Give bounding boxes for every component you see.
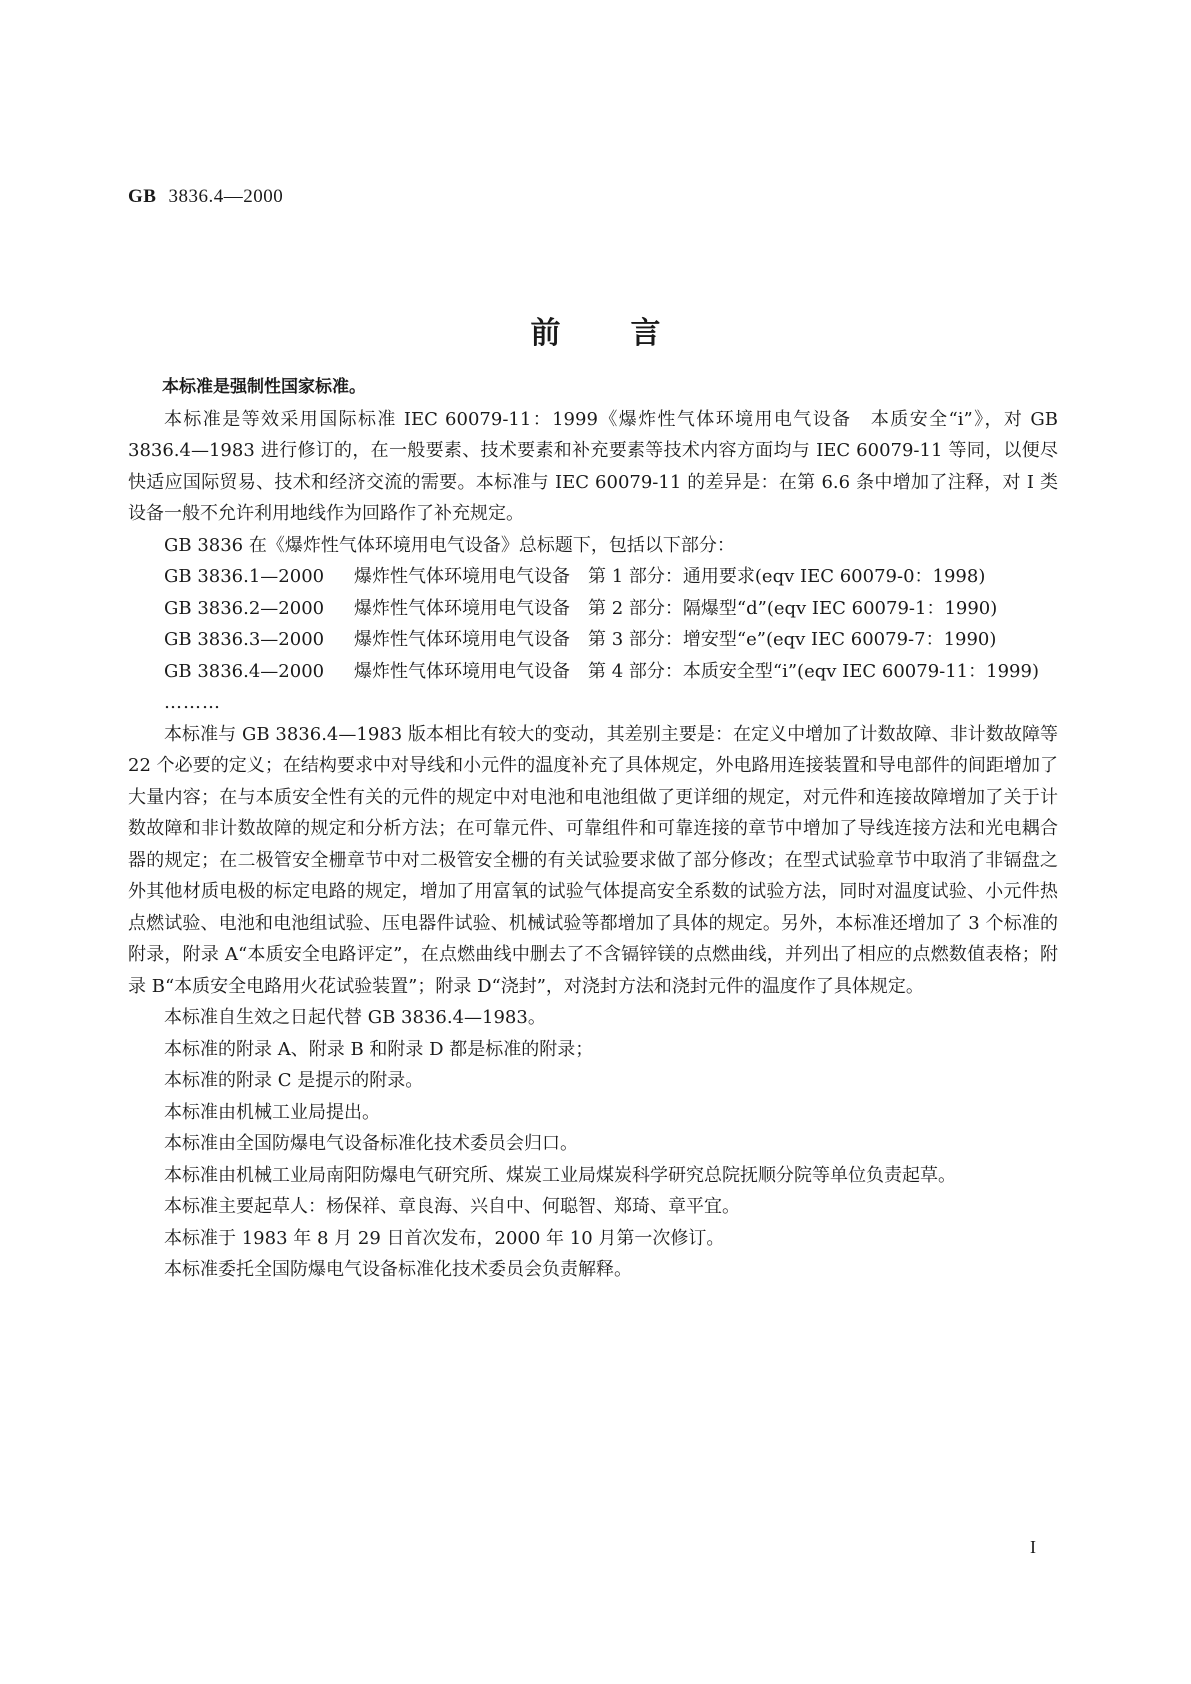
series-intro: GB 3836 在《爆炸性气体环境用电气设备》总标题下，包括以下部分： bbox=[164, 534, 735, 556]
list-item bbox=[128, 624, 1058, 656]
standard-prefix: GB bbox=[128, 186, 157, 207]
part-code: GB 3836.4—2000 bbox=[164, 660, 325, 682]
drafted-by-paragraph: 本标准由机械工业局南阳防爆电气研究所、煤炭工业局煤炭科学研究总院抚顺分院等单位负责起草。 bbox=[164, 1164, 956, 1186]
list-ellipsis: ……… bbox=[164, 692, 221, 713]
foreword-body bbox=[128, 372, 1058, 1286]
replaces-paragraph: 本标准自生效之日起代替 GB 3836.4—1983。 bbox=[164, 1007, 546, 1028]
part-code: GB 3836.1—2000 bbox=[164, 566, 325, 587]
proposed-by-paragraph: 本标准由机械工业局提出。 bbox=[164, 1101, 380, 1123]
changes-paragraph: 本标准与 GB 3836.4—1983 版本相比有较大的变动，其差别主要是：在定义中增加了计数故障、非计数故障等 22 个必要的定义；在结构要求中对导线和小元件的温度补充了具体规定，外电路用连接装置和导电部件的间距增加了大量内容；在与本质安全性有关的元件的规定中对电池和电池组做了更详细的规定，对元件和连接故障增加了关于计数故障和非计数故障的规定和分析方法；在可靠元件、可靠组件和可靠连接的章节中增加了导线连接方法和光电耦合器的规定；在二极管安全栅章节中对二极管安全栅的有关试验要求做了部分修改；在型式试验章节中取消了非镉盘之外其他材质电极的标定电路的规定，增加了用富氧的试验气体提高安全系数的试验方法，同时对温度试验、小元件热点燃试验、电池和电池组试验、压电器件试验、机械试验等都增加了具体的规定。另外，本标准还增加了 3 个标准的附录，附录 A“本质安全电路评定”，在点燃曲线中删去了不含镉锌镁的点燃曲线，并列出了相应的点燃数值表格；附录 B“本质安全电路用火花试验装置”；附录 D“浇封”，对浇封方法和浇封元件的温度作了具体规定。 bbox=[128, 723, 1058, 997]
page-header bbox=[128, 186, 283, 208]
part-code: GB 3836.3—2000 bbox=[164, 629, 325, 650]
history-paragraph: 本标准于 1983 年 8 月 29 日首次发布，2000 年 10 月第一次修订。 bbox=[164, 1227, 725, 1249]
parts-list bbox=[128, 561, 1058, 687]
intro-paragraph: 本标准是等效采用国际标准 IEC 60079-11：1999《爆炸性气体环境用电气设备 本质安全“i”》，对 GB 3836.4—1983 进行修订的，在一般要素、技术要素和补充要素等技术内容方面均与 IEC 60079-11 等同，以便尽快适应国际贸易、技术和经济交流的需要。本标准与 IEC 60079-11 的差异是：在第 6.6 条中增加了注释，对 I 类设备一般不允许利用地线作为回路作了补充规定。 bbox=[128, 408, 1058, 524]
centralized-by-paragraph: 本标准由全国防爆电气设备标准化技术委员会归口。 bbox=[164, 1133, 578, 1154]
part-desc: 爆炸性气体环境用电气设备 第 2 部分：隔爆型“d”(eqv IEC 60079-1：1990) bbox=[354, 597, 998, 619]
part-desc: 爆炸性气体环境用电气设备 第 4 部分：本质安全型“i”(eqv IEC 60079-11：1999) bbox=[354, 660, 1039, 682]
part-desc: 爆炸性气体环境用电气设备 第 3 部分：增安型“e”(eqv IEC 60079-7：1990) bbox=[354, 629, 997, 650]
list-item bbox=[128, 593, 1058, 625]
mandatory-note: 本标准是强制性国家标准。 bbox=[162, 377, 366, 397]
standard-number: 3836.4—2000 bbox=[168, 186, 284, 207]
annex-normative-paragraph: 本标准的附录 A、附录 B 和附录 D 都是标准的附录； bbox=[164, 1038, 594, 1060]
list-item bbox=[128, 561, 1058, 593]
page-number: I bbox=[1030, 1537, 1036, 1557]
drafters-paragraph: 本标准主要起草人：杨保祥、章良海、兴自中、何聪智、郑琦、章平宜。 bbox=[164, 1196, 740, 1217]
part-desc: 爆炸性气体环境用电气设备 第 1 部分：通用要求(eqv IEC 60079-0：1998) bbox=[354, 566, 986, 587]
annex-informative-paragraph: 本标准的附录 C 是提示的附录。 bbox=[164, 1070, 424, 1091]
page-title: 前言 bbox=[530, 316, 731, 351]
interpretation-paragraph: 本标准委托全国防爆电气设备标准化技术委员会负责解释。 bbox=[164, 1259, 632, 1280]
list-item bbox=[128, 656, 1058, 688]
part-code: GB 3836.2—2000 bbox=[164, 597, 325, 619]
